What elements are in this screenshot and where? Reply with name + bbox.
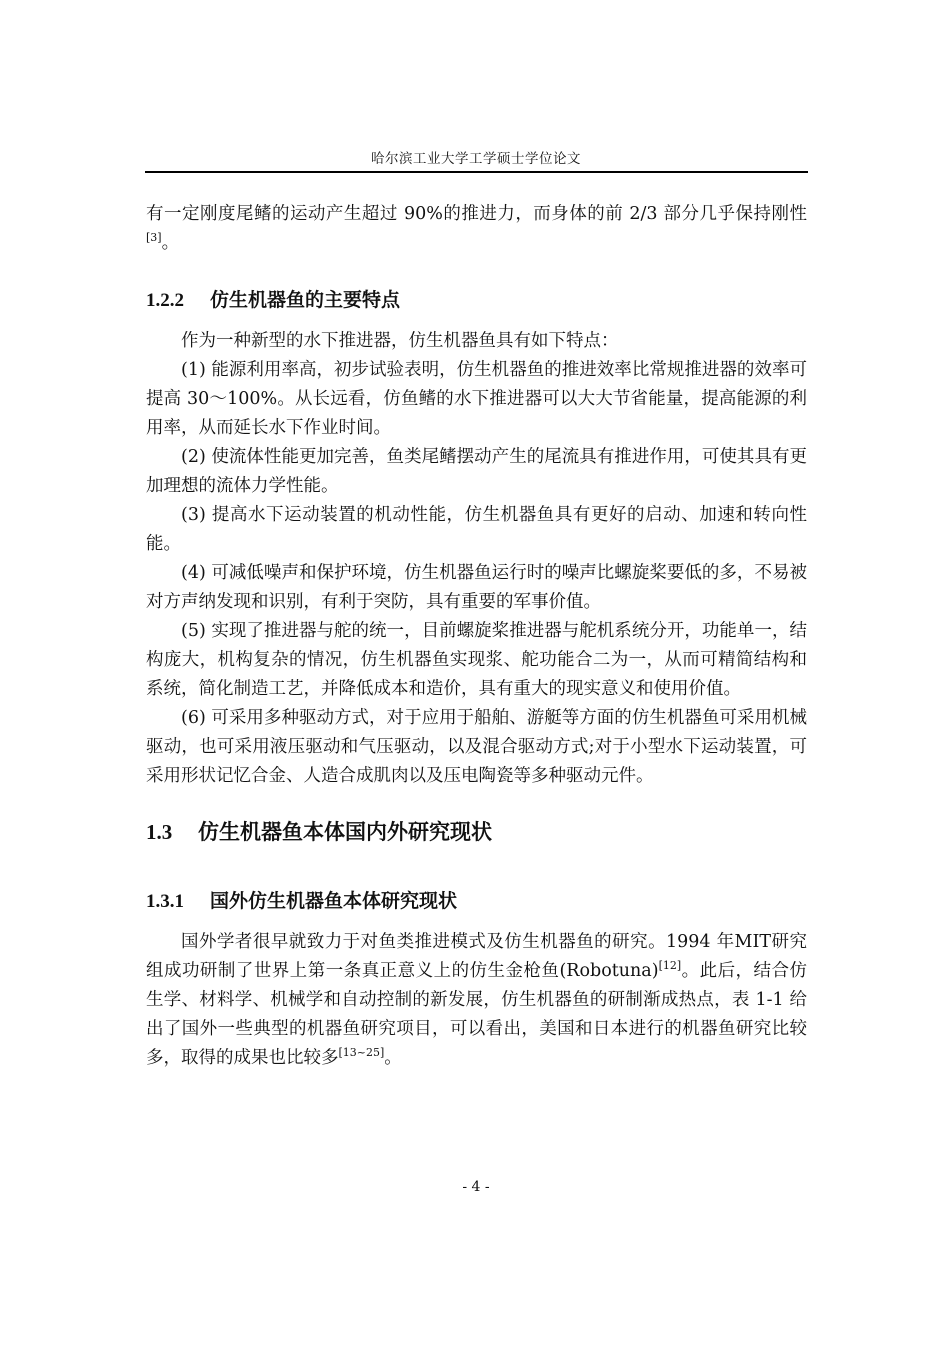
section-number: 1.2.2 <box>146 290 184 311</box>
section-heading-1-2-2 <box>146 286 807 315</box>
section-heading-1-3 <box>146 817 807 847</box>
foreign-research-paragraph <box>146 928 807 1073</box>
section-heading-1-3-1 <box>146 887 807 916</box>
feature-item-1: (1) 能源利用率高，初步试验表明，仿生机器鱼的推进效率比常规推进器的效率可提高 30～100%。从长远看，仿鱼鳍的水下推进器可以大大节省能量，提高能源的利用率，从而延长水下作业时间。 <box>146 360 807 438</box>
features-lead-paragraph: 作为一种新型的水下推进器，仿生机器鱼具有如下特点： <box>181 331 619 351</box>
page-body <box>146 200 807 1073</box>
feature-item-6: (6) 可采用多种驱动方式，对于应用于船舶、游艇等方面的仿生机器鱼可采用机械驱动，也可采用液压驱动和气压驱动，以及混合驱动方式;对于小型水下运动装置，可采用形状记忆合金、人造合成肌肉以及压电陶瓷等多种驱动元件。 <box>146 708 807 786</box>
section-number: 1.3 <box>146 820 173 844</box>
intro-paragraph <box>146 200 807 258</box>
feature-item-4: (4) 可减低噪声和保护环境，仿生机器鱼运行时的噪声比螺旋桨要低的多，不易被对方声纳发现和识别，有利于突防，具有重要的军事价值。 <box>146 563 807 612</box>
feature-item-3: (3) 提高水下运动装置的机动性能，仿生机器鱼具有更好的启动、加速和转向性能。 <box>146 505 807 554</box>
intro-end: 。 <box>161 233 180 253</box>
section-title: 仿生机器鱼的主要特点 <box>210 289 401 311</box>
page-number: - 4 - <box>462 1179 490 1195</box>
header-rule <box>145 171 808 173</box>
paragraph-text: 国外学者很早就致力于对鱼类推进模式及仿生机器鱼的研究。1994 年MIT研究组成功研制了世界上第一条真正意义上的仿生金枪鱼(Robotuna) <box>146 932 807 981</box>
running-header: 哈尔滨工业大学工学硕士学位论文 <box>371 151 581 167</box>
citation: [13~25] <box>338 1046 385 1059</box>
section-title: 仿生机器鱼本体国内外研究现状 <box>198 820 492 844</box>
paragraph-text: 。此后，结合仿生学、材料学、机械学和自动控制的新发展，仿生机器鱼的研制渐成热点，表 1-1 给出了国外一些典型的机器鱼研究项目，可以看出，美国和日本进行的机器鱼研究比较多，取得的成果也比较多 <box>146 961 807 1068</box>
feature-item-5: (5) 实现了推进器与舵的统一，目前螺旋桨推进器与舵机系统分开，功能单一，结构庞大，机构复杂的情况，仿生机器鱼实现浆、舵功能合二为一，从而可精简结构和系统，简化制造工艺，并降低成本和造价，具有重大的现实意义和使用价值。 <box>146 621 807 699</box>
section-title: 国外仿生机器鱼本体研究现状 <box>210 890 458 912</box>
paragraph-end: 。 <box>384 1048 402 1068</box>
citation: [12] <box>658 959 682 972</box>
feature-item-2: (2) 使流体性能更加完善，鱼类尾鳍摆动产生的尾流具有推进作用，可使其具有更加理想的流体力学性能。 <box>146 447 807 496</box>
citation: [3] <box>146 231 162 244</box>
section-number: 1.3.1 <box>146 891 184 912</box>
intro-text: 有一定刚度尾鳍的运动产生超过 90%的推进力，而身体的前 2/3 部分几乎保持刚性 <box>146 204 807 224</box>
